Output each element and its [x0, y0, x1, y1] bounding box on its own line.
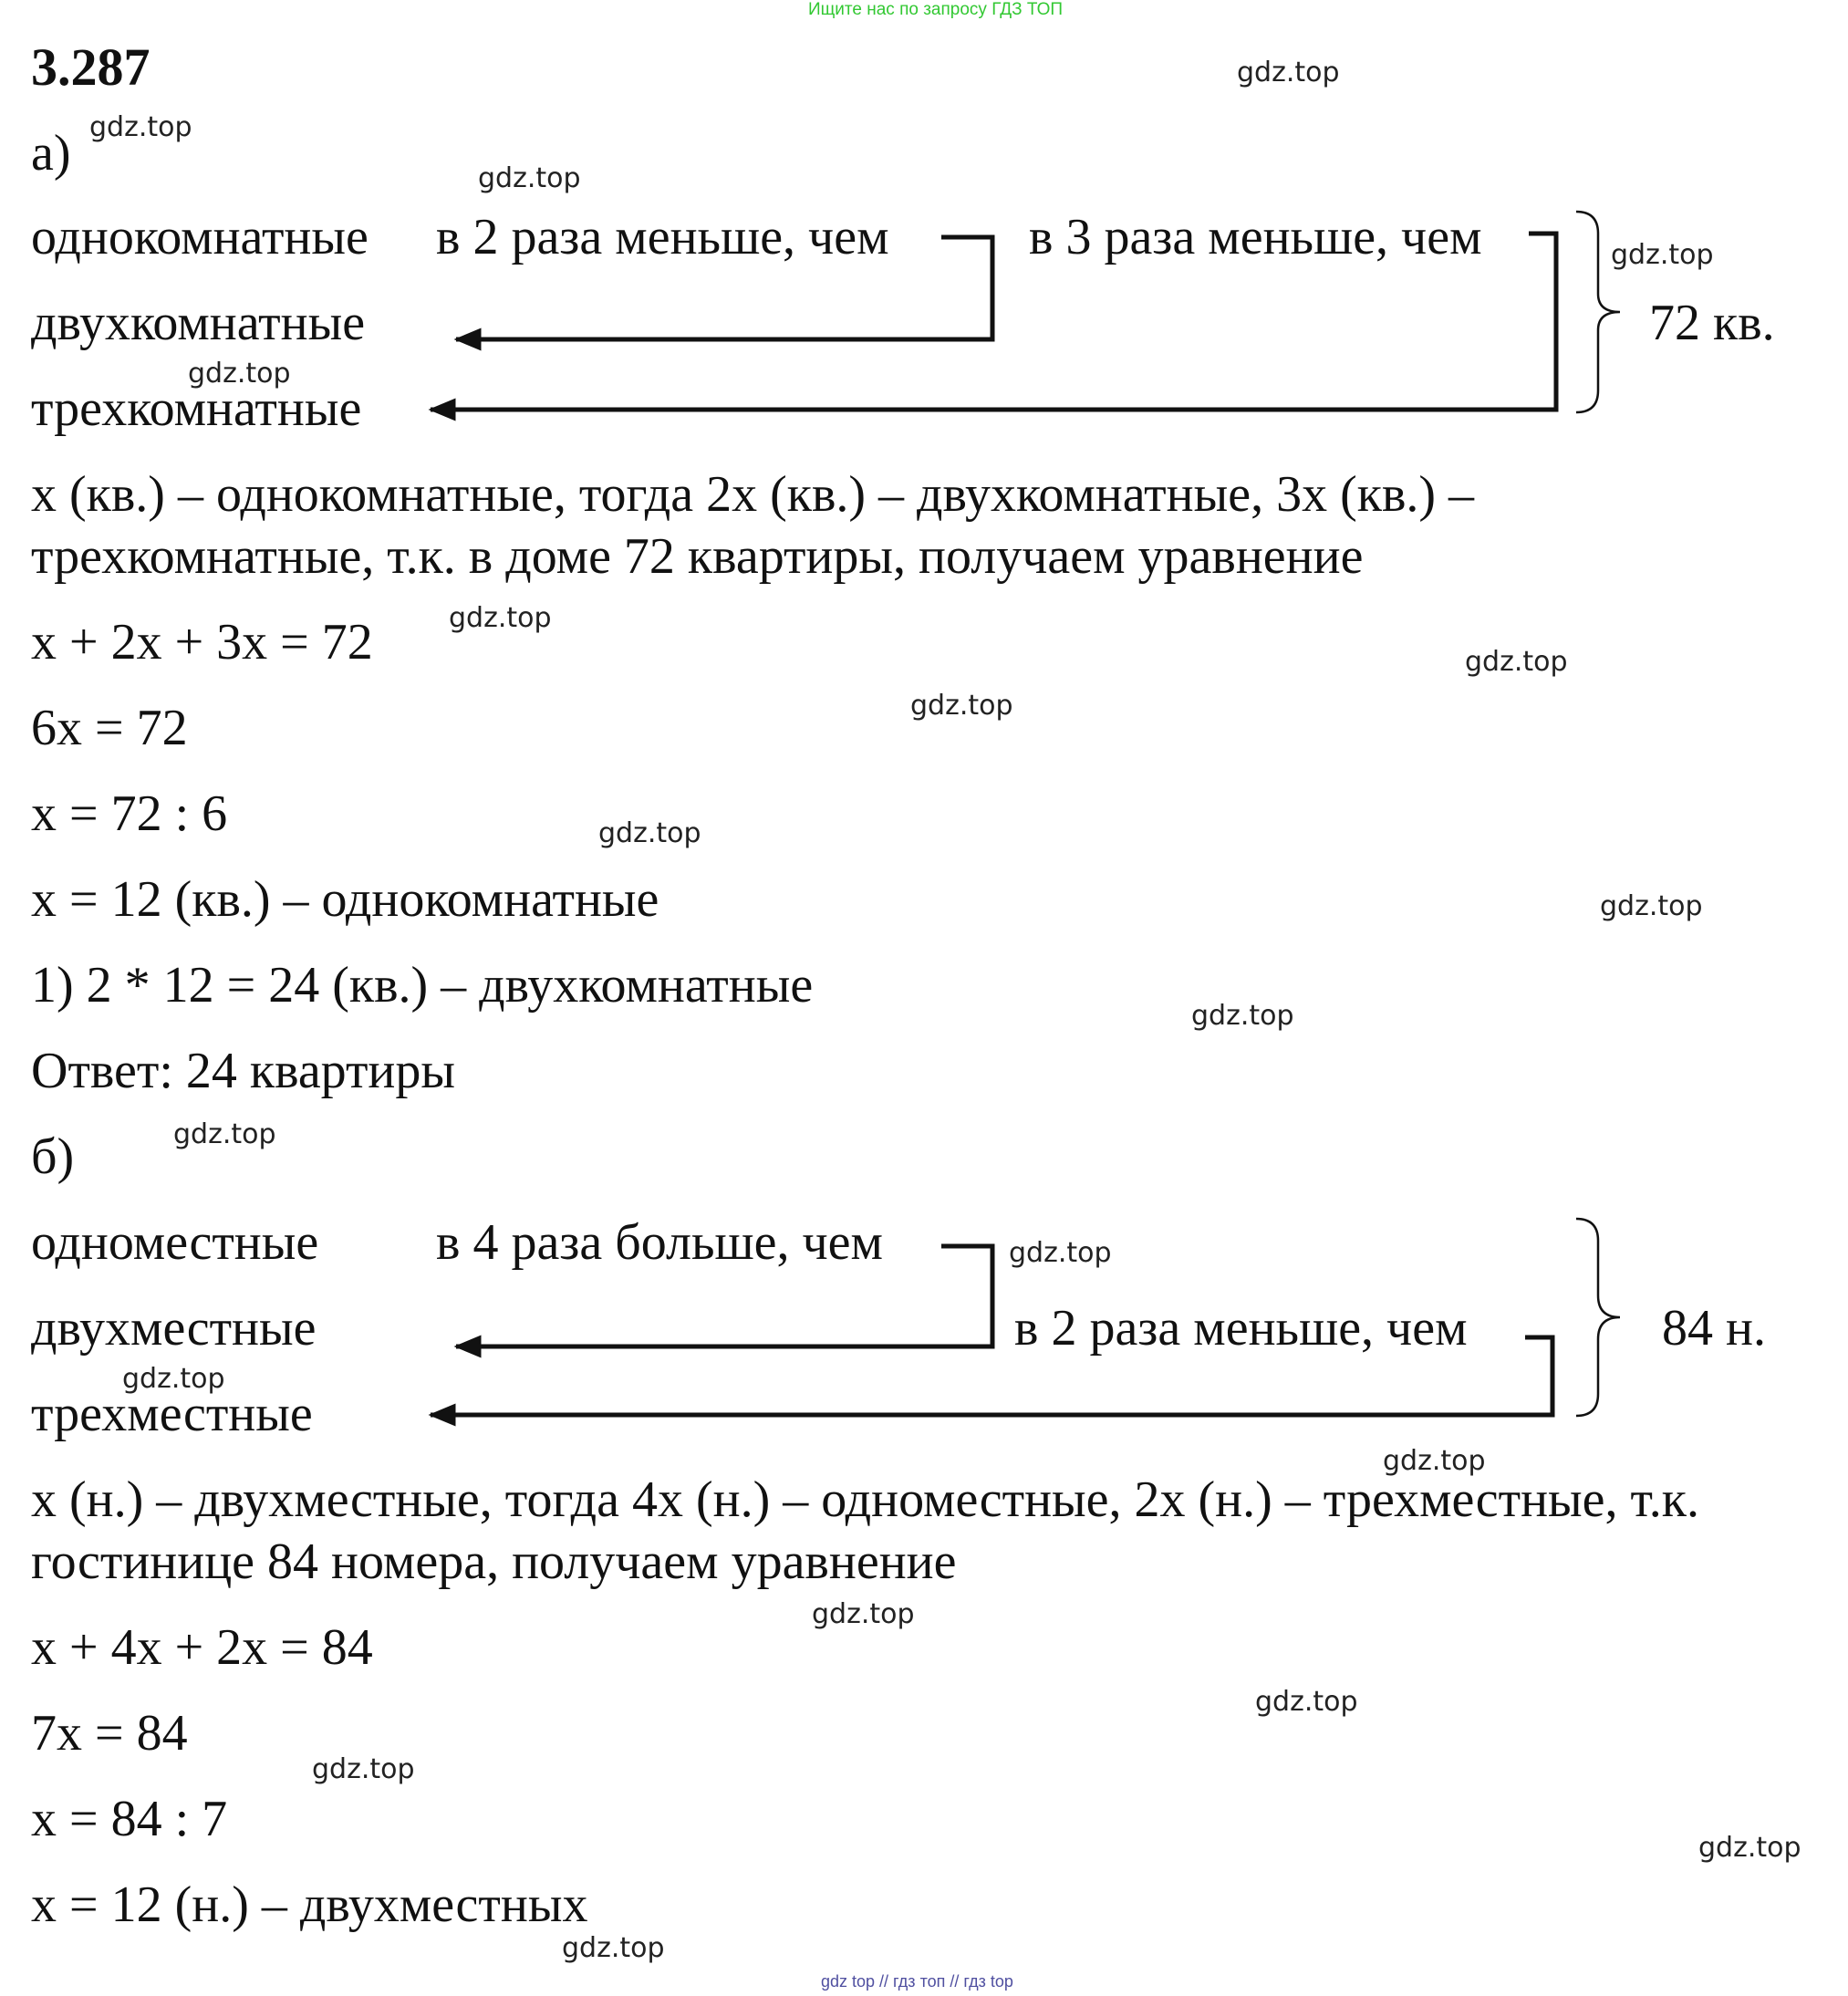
- part-a-item-1: однокомнатные: [31, 209, 369, 265]
- watermark: gdz.top: [910, 690, 1013, 722]
- part-a-step-3: x = 72 : 6: [31, 785, 228, 842]
- watermark: gdz.top: [312, 1753, 415, 1785]
- problem-number: 3.287: [31, 37, 151, 97]
- bottom-banner: gdz top // гдз топ // гдз top: [821, 1972, 1013, 1991]
- part-a-answer: Ответ: 24 квартиры: [31, 1043, 456, 1099]
- part-a-explanation-line-1: x (кв.) – однокомнатные, тогда 2x (кв.) – двухкомнатные, 3x (кв.) –: [31, 466, 1475, 523]
- part-b-step-3: x = 84 : 7: [31, 1791, 228, 1847]
- part-b-relation-1: в 4 раза больше, чем: [436, 1214, 883, 1271]
- part-a-explanation-line-2: трехкомнатные, т.к. в доме 72 квартиры, получаем уравнение: [31, 528, 1364, 585]
- part-a-item-3: трехкомнатные: [31, 380, 362, 437]
- part-b-explanation-line-1: x (н.) – двухместные, тогда 4x (н.) – одноместные, 2x (н.) – трехместные, т.к.: [31, 1471, 1699, 1528]
- part-b-explanation-line-2: гостинице 84 номера, получаем уравнение: [31, 1533, 957, 1590]
- watermark: gdz.top: [598, 817, 701, 849]
- part-a-relation-1: в 2 раза меньше, чем: [436, 209, 889, 265]
- watermark: gdz.top: [1383, 1445, 1486, 1477]
- part-b-item-3: трехместные: [31, 1386, 313, 1442]
- watermark: gdz.top: [1600, 890, 1703, 922]
- watermark: gdz.top: [122, 1363, 225, 1395]
- part-a-step-4: x = 12 (кв.) – однокомнатные: [31, 871, 659, 928]
- watermark: gdz.top: [89, 111, 192, 143]
- part-a-step-5: 1) 2 * 12 = 24 (кв.) – двухкомнатные: [31, 957, 814, 1014]
- part-a-relation-2: в 3 раза меньше, чем: [1029, 209, 1482, 265]
- watermark: gdz.top: [562, 1932, 665, 1964]
- part-b-item-2: двухместные: [31, 1300, 317, 1357]
- watermark: gdz.top: [1009, 1237, 1112, 1269]
- part-b-item-1: одноместные: [31, 1214, 319, 1271]
- part-b-arrow-1: [456, 1246, 992, 1346]
- watermark: gdz.top: [1191, 1000, 1294, 1032]
- watermark: gdz.top: [1698, 1832, 1801, 1864]
- part-b-brace: [1576, 1219, 1620, 1416]
- watermark: gdz.top: [812, 1598, 915, 1630]
- top-banner: Ищите нас по запросу ГДЗ ТОП: [808, 0, 1064, 19]
- part-b-total: 84 н.: [1662, 1300, 1766, 1357]
- watermark: gdz.top: [478, 162, 581, 194]
- part-b-arrow-2: [431, 1337, 1552, 1415]
- part-a-item-2: двухкомнатные: [31, 295, 366, 351]
- part-a-step-1: x + 2x + 3x = 72: [31, 614, 373, 671]
- part-a-total: 72 кв.: [1649, 295, 1775, 351]
- part-b-step-4: x = 12 (н.) – двухместных: [31, 1876, 588, 1933]
- part-a-label: а): [31, 125, 71, 182]
- watermark: gdz.top: [1237, 57, 1340, 88]
- part-b-step-1: x + 4x + 2x = 84: [31, 1619, 373, 1676]
- watermark: gdz.top: [173, 1118, 276, 1150]
- part-b-step-2: 7x = 84: [31, 1705, 188, 1762]
- part-b-label: б): [31, 1128, 75, 1185]
- watermark: gdz.top: [1255, 1686, 1358, 1718]
- part-a-arrow-1: [456, 237, 992, 339]
- part-b-relation-2: в 2 раза меньше, чем: [1014, 1300, 1468, 1357]
- part-a-step-2: 6x = 72: [31, 700, 188, 756]
- watermark: gdz.top: [1465, 646, 1568, 678]
- watermark: gdz.top: [188, 358, 291, 390]
- watermark: gdz.top: [449, 602, 552, 634]
- watermark: gdz.top: [1611, 239, 1714, 271]
